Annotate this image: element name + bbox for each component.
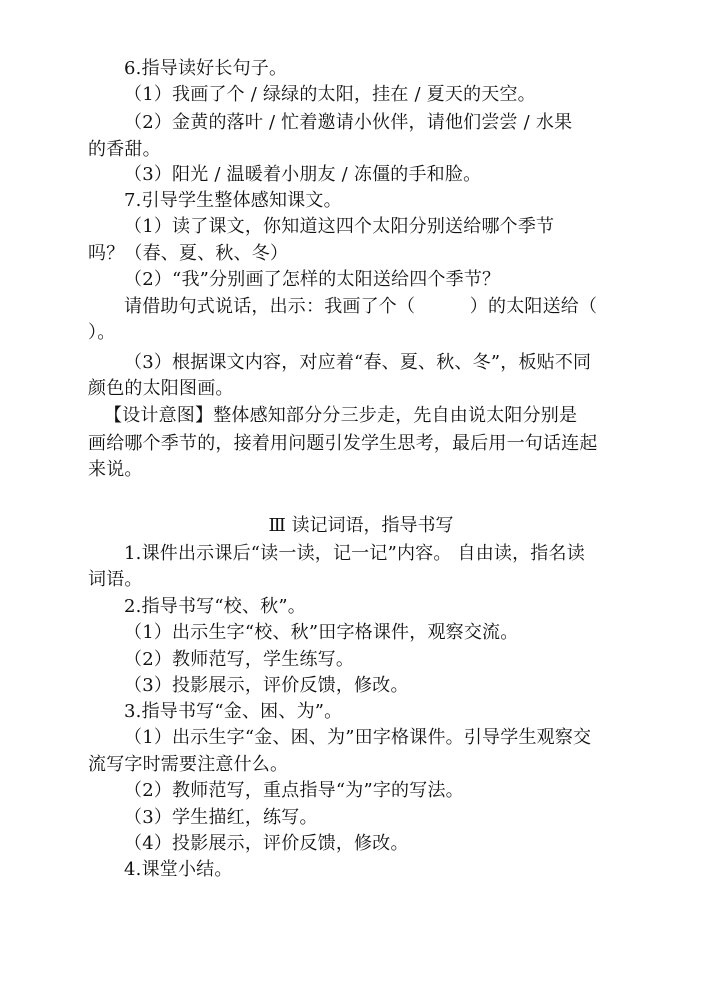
words-item-1-line-1: 1.课件出示课后“读一读，记一记”内容。 自由读，指名读 bbox=[124, 543, 585, 564]
words-item-4: 4.课堂小结。 bbox=[124, 859, 233, 880]
guide-sentence-3: （3）阳光 / 温暖着小朋友 / 冻僵的手和脸。 bbox=[124, 164, 482, 185]
overall-question-1-line-1: （1）读了课文，你知道这四个太阳分别送给哪个季节 bbox=[124, 216, 555, 237]
guide-sentence-2-line-1: （2）金黄的落叶 / 忙着邀请小伙伴，请他们尝尝 / 水果 bbox=[124, 112, 573, 133]
overall-question-2-prompt-line-2: ）。 bbox=[88, 322, 116, 343]
guide-sentence-1: （1）我画了个 / 绿绿的太阳，挂在 / 夏天的天空。 bbox=[124, 84, 536, 105]
design-intent-line-3: 来说。 bbox=[88, 459, 143, 480]
design-intent-line-1: 【设计意图】整体感知部分分三步走，先自由说太阳分别是 bbox=[104, 405, 578, 426]
overall-question-1-line-2: 吗？（春、夏、秋、冬） bbox=[88, 243, 289, 264]
words-item-3-step-1-line-2: 流写字时需要注意什么。 bbox=[88, 754, 289, 775]
words-item-2-step-2: （2）教师范写，学生练写。 bbox=[124, 649, 355, 670]
words-item-2-step-1: （1）出示生字“校、秋”田字格课件，观察交流。 bbox=[124, 622, 519, 643]
guide-title: 6.指导读好长句子。 bbox=[124, 58, 288, 79]
words-item-2-step-3: （3）投影展示，评价反馈，修改。 bbox=[124, 675, 409, 696]
overall-question-2: （2）“我”分别画了怎样的太阳送给四个季节？ bbox=[124, 269, 501, 290]
words-item-2: 2.指导书写“校、秋”。 bbox=[124, 596, 306, 617]
overall-question-2-prompt-line-1: 请借助句式说话，出示：我画了个（ ）的太阳送给（ bbox=[124, 296, 598, 317]
overall-question-3-line-2: 颜色的太阳图画。 bbox=[88, 378, 234, 399]
words-item-3: 3.指导书写“金、困、为”。 bbox=[124, 701, 343, 722]
section-heading: Ⅲ 读记词语，指导书写 bbox=[268, 515, 454, 536]
overall-question-3-line-1: （3）根据课文内容，对应着“春、夏、秋、冬”，板贴不同 bbox=[124, 352, 592, 373]
guide-sentence-2-line-2: 的香甜。 bbox=[88, 139, 161, 160]
overall-title: 7.引导学生整体感知课文。 bbox=[124, 190, 342, 211]
design-intent-line-2: 画给哪个季节的，接着用问题引发学生思考，最后用一句话连起 bbox=[88, 433, 598, 454]
words-item-3-step-2: （2）教师范写，重点指导“为”字的写法。 bbox=[124, 780, 464, 801]
words-item-3-step-3: （3）学生描红，练写。 bbox=[124, 807, 318, 828]
words-item-1-line-2: 词语。 bbox=[88, 569, 143, 590]
words-item-3-step-4: （4）投影展示，评价反馈，修改。 bbox=[124, 833, 409, 854]
words-item-3-step-1-line-1: （1）出示生字“金、困、为”田字格课件。引导学生观察交 bbox=[124, 727, 592, 748]
